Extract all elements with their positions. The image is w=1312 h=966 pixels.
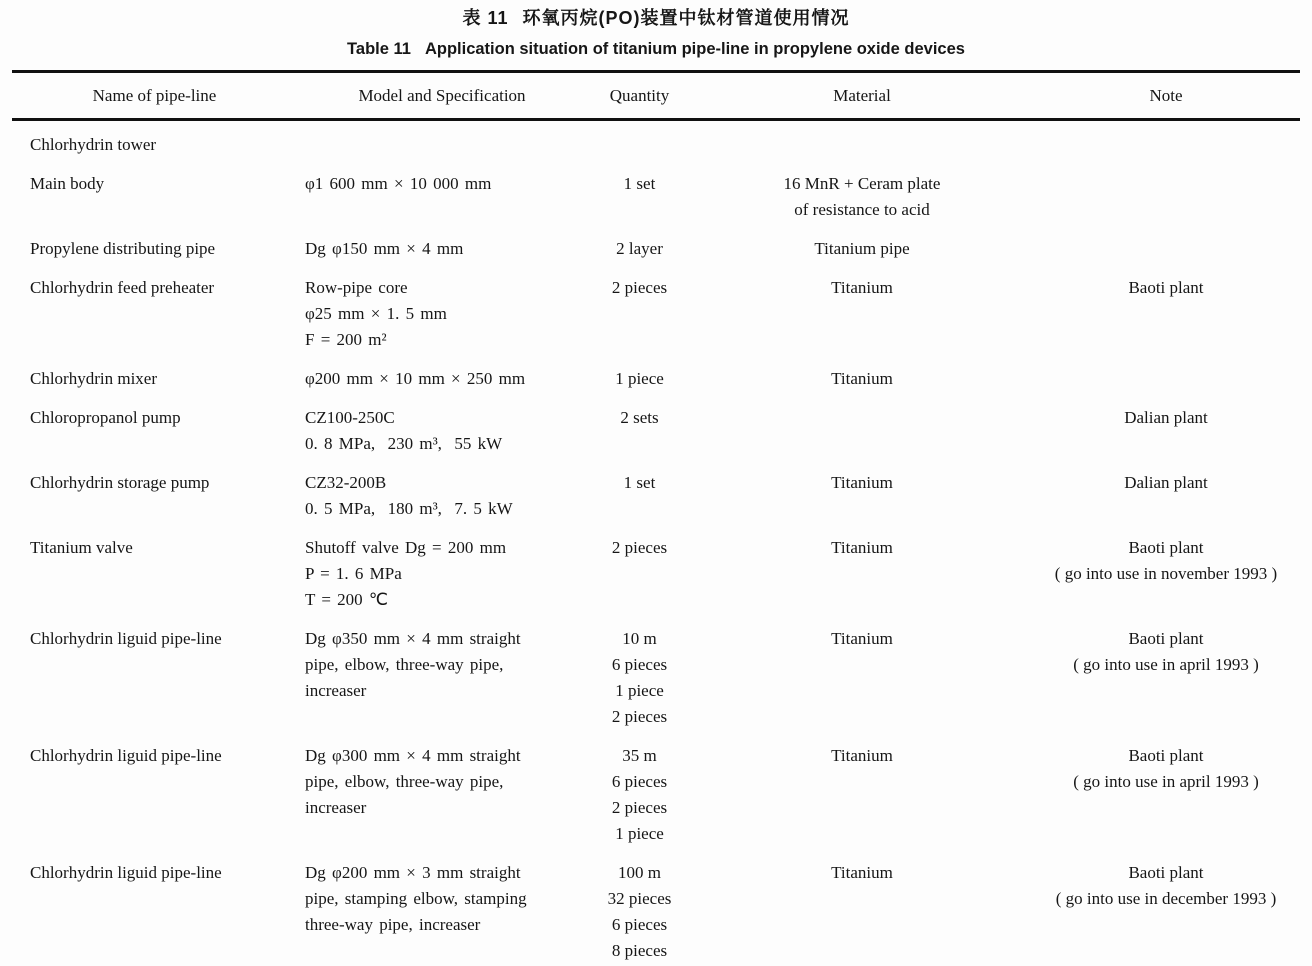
- cell-line: 2 pieces: [611, 707, 668, 726]
- cell-line: 16 MnR + Ceram plate: [783, 174, 941, 193]
- cell-line: P = 1. 6 MPa: [305, 564, 402, 583]
- cell-model-specification: [297, 626, 587, 730]
- table-row: [12, 171, 1300, 223]
- cell-material: [692, 366, 1032, 392]
- cell-quantity: [587, 743, 692, 847]
- cell-note: [1032, 366, 1300, 392]
- cell-line: Titanium: [831, 746, 893, 765]
- cell-model-specification: [297, 470, 587, 522]
- cell-model-specification: [297, 405, 587, 457]
- cell-line: ( go into use in april 1993 ): [1073, 655, 1259, 674]
- cell-line: Baoti plant: [1128, 746, 1204, 765]
- cell-line: 2 layer: [616, 239, 663, 258]
- cell-line: Dalian plant: [1124, 408, 1208, 427]
- cell-line: Titanium: [831, 629, 893, 648]
- cell-line: 2 pieces: [611, 798, 668, 817]
- cell-line: pipe, elbow, three-way pipe,: [305, 772, 504, 791]
- cell-line: Chlorhydrin liguid pipe-line: [30, 863, 222, 882]
- column-header-name: Name of pipe-line: [92, 86, 217, 105]
- cell-note: [1032, 743, 1300, 847]
- cell-material: [692, 405, 1032, 457]
- cell-line: Titanium: [831, 473, 893, 492]
- cell-line: Chlorhydrin liguid pipe-line: [30, 746, 222, 765]
- cell-line: φ25 mm × 1. 5 mm: [305, 304, 447, 323]
- cell-line: ( go into use in april 1993 ): [1073, 772, 1259, 791]
- cell-line: 10 m: [622, 629, 657, 648]
- table-header-row: [12, 73, 1300, 118]
- cell-line: 1 set: [623, 473, 656, 492]
- cell-line: Chlorhydrin feed preheater: [30, 278, 215, 297]
- cell-pipe-line-name: [12, 171, 297, 223]
- table-row: [12, 743, 1300, 847]
- column-header-model: Model and Specification: [358, 86, 526, 105]
- cell-line: F = 200 m²: [305, 330, 387, 349]
- cell-quantity: [587, 275, 692, 353]
- cell-model-specification: [297, 743, 587, 847]
- cell-line: 1 piece: [615, 824, 664, 843]
- cell-line: 35 m: [622, 746, 657, 765]
- cell-quantity: [587, 405, 692, 457]
- cell-line: Dalian plant: [1124, 473, 1208, 492]
- cell-pipe-line-name: [12, 366, 297, 392]
- cell-line: Chlorhydrin mixer: [30, 369, 158, 388]
- table-title-chinese: [12, 6, 1300, 30]
- cell-pipe-line-name: [12, 535, 297, 613]
- cell-material: [692, 743, 1032, 847]
- cell-quantity: [587, 470, 692, 522]
- cell-quantity: [587, 535, 692, 613]
- cell-quantity: [587, 132, 692, 158]
- table-row: [12, 860, 1300, 964]
- table-row: [12, 132, 1300, 158]
- cell-material: [692, 860, 1032, 964]
- cell-line: 2 pieces: [611, 538, 668, 557]
- cell-line: of resistance to acid: [794, 200, 930, 219]
- cell-material: [692, 535, 1032, 613]
- cell-note: [1032, 860, 1300, 964]
- cell-line: Propylene distributing pipe: [30, 239, 216, 258]
- cell-model-specification: [297, 132, 587, 158]
- table-row: [12, 366, 1300, 392]
- cell-line: Titanium: [831, 538, 893, 557]
- cell-line: pipe, elbow, three-way pipe,: [305, 655, 504, 674]
- table-row: [12, 535, 1300, 613]
- cell-material: [692, 132, 1032, 158]
- table-row: [12, 275, 1300, 353]
- cell-line: 1 piece: [615, 681, 664, 700]
- cell-line: Chlorhydrin tower: [30, 135, 157, 154]
- cell-pipe-line-name: [12, 132, 297, 158]
- cell-model-specification: [297, 236, 587, 262]
- cell-line: 0. 5 MPa, 180 m³, 7. 5 kW: [305, 499, 513, 518]
- table-row: [12, 236, 1300, 262]
- cell-model-specification: [297, 860, 587, 964]
- cell-line: 8 pieces: [611, 941, 668, 960]
- table-number-zh: 表 11: [462, 8, 509, 28]
- cell-model-specification: [297, 275, 587, 353]
- table-title-en-text: Application situation of titanium pipe-line in propylene oxide devices: [424, 40, 965, 58]
- cell-line: Dg φ200 mm × 3 mm straight: [305, 863, 521, 882]
- cell-line: Main body: [30, 174, 105, 193]
- cell-line: 1 piece: [615, 369, 664, 388]
- cell-material: [692, 626, 1032, 730]
- cell-model-specification: [297, 366, 587, 392]
- cell-model-specification: [297, 535, 587, 613]
- cell-line: Dg φ300 mm × 4 mm straight: [305, 746, 521, 765]
- cell-material: [692, 236, 1032, 262]
- table-title-english: [12, 37, 1300, 61]
- table-row: [12, 470, 1300, 522]
- cell-line: Chlorhydrin storage pump: [30, 473, 210, 492]
- cell-line: 1 set: [623, 174, 656, 193]
- column-header-quantity: Quantity: [609, 86, 670, 105]
- cell-quantity: [587, 171, 692, 223]
- cell-material: [692, 171, 1032, 223]
- cell-line: Chloropropanol pump: [30, 408, 181, 427]
- cell-line: 2 sets: [620, 408, 659, 427]
- cell-pipe-line-name: [12, 743, 297, 847]
- cell-line: T = 200 ℃: [305, 590, 389, 609]
- cell-material: [692, 275, 1032, 353]
- table-titles: [12, 6, 1300, 61]
- cell-line: Baoti plant: [1128, 278, 1204, 297]
- cell-line: pipe, stamping elbow, stamping: [305, 889, 527, 908]
- cell-pipe-line-name: [12, 275, 297, 353]
- cell-line: 6 pieces: [611, 772, 668, 791]
- cell-line: Baoti plant: [1128, 629, 1204, 648]
- cell-line: 6 pieces: [611, 655, 668, 674]
- cell-note: [1032, 405, 1300, 457]
- cell-line: Titanium pipe: [814, 239, 910, 258]
- cell-line: Baoti plant: [1128, 538, 1204, 557]
- cell-pipe-line-name: [12, 405, 297, 457]
- cell-line: Titanium valve: [30, 538, 133, 557]
- cell-line: increaser: [305, 681, 367, 700]
- column-header-material: Material: [833, 86, 891, 105]
- column-header-note: Note: [1149, 86, 1183, 105]
- cell-pipe-line-name: [12, 470, 297, 522]
- table-row: [12, 626, 1300, 730]
- cell-quantity: [587, 860, 692, 964]
- cell-line: Baoti plant: [1128, 863, 1204, 882]
- cell-note: [1032, 236, 1300, 262]
- cell-note: [1032, 275, 1300, 353]
- cell-model-specification: [297, 171, 587, 223]
- table-row: [12, 405, 1300, 457]
- cell-line: Dg φ350 mm × 4 mm straight: [305, 629, 521, 648]
- cell-line: 0. 8 MPa, 230 m³, 55 kW: [305, 434, 503, 453]
- table-body: [12, 121, 1300, 964]
- cell-pipe-line-name: [12, 860, 297, 964]
- cell-note: [1032, 535, 1300, 613]
- cell-line: CZ100-250C: [305, 408, 395, 427]
- cell-line: Titanium: [831, 863, 893, 882]
- table-number-en: Table 11: [347, 40, 411, 58]
- cell-pipe-line-name: [12, 626, 297, 730]
- cell-material: [692, 470, 1032, 522]
- cell-line: 32 pieces: [607, 889, 672, 908]
- cell-quantity: [587, 366, 692, 392]
- cell-line: increaser: [305, 798, 367, 817]
- cell-line: Dg φ150 mm × 4 mm: [305, 239, 464, 258]
- cell-line: 100 m: [618, 863, 661, 882]
- cell-line: ( go into use in november 1993 ): [1054, 564, 1278, 583]
- table-title-zh-text: 环氧丙烷(PO)装置中钛材管道使用情况: [522, 8, 850, 28]
- cell-note: [1032, 171, 1300, 223]
- cell-line: Chlorhydrin liguid pipe-line: [30, 629, 222, 648]
- cell-line: φ1 600 mm × 10 000 mm: [305, 174, 492, 193]
- cell-line: φ200 mm × 10 mm × 250 mm: [305, 369, 526, 388]
- cell-line: Row-pipe core: [305, 278, 408, 297]
- cell-note: [1032, 470, 1300, 522]
- cell-quantity: [587, 626, 692, 730]
- cell-line: 6 pieces: [611, 915, 668, 934]
- cell-line: Shutoff valve Dg = 200 mm: [305, 538, 507, 557]
- cell-line: ( go into use in december 1993 ): [1055, 889, 1277, 908]
- cell-quantity: [587, 236, 692, 262]
- cell-line: Titanium: [831, 278, 893, 297]
- cell-note: [1032, 132, 1300, 158]
- cell-pipe-line-name: [12, 236, 297, 262]
- cell-line: Titanium: [831, 369, 893, 388]
- cell-line: three-way pipe, increaser: [305, 915, 481, 934]
- cell-note: [1032, 626, 1300, 730]
- cell-line: 2 pieces: [611, 278, 668, 297]
- cell-line: CZ32-200B: [305, 473, 387, 492]
